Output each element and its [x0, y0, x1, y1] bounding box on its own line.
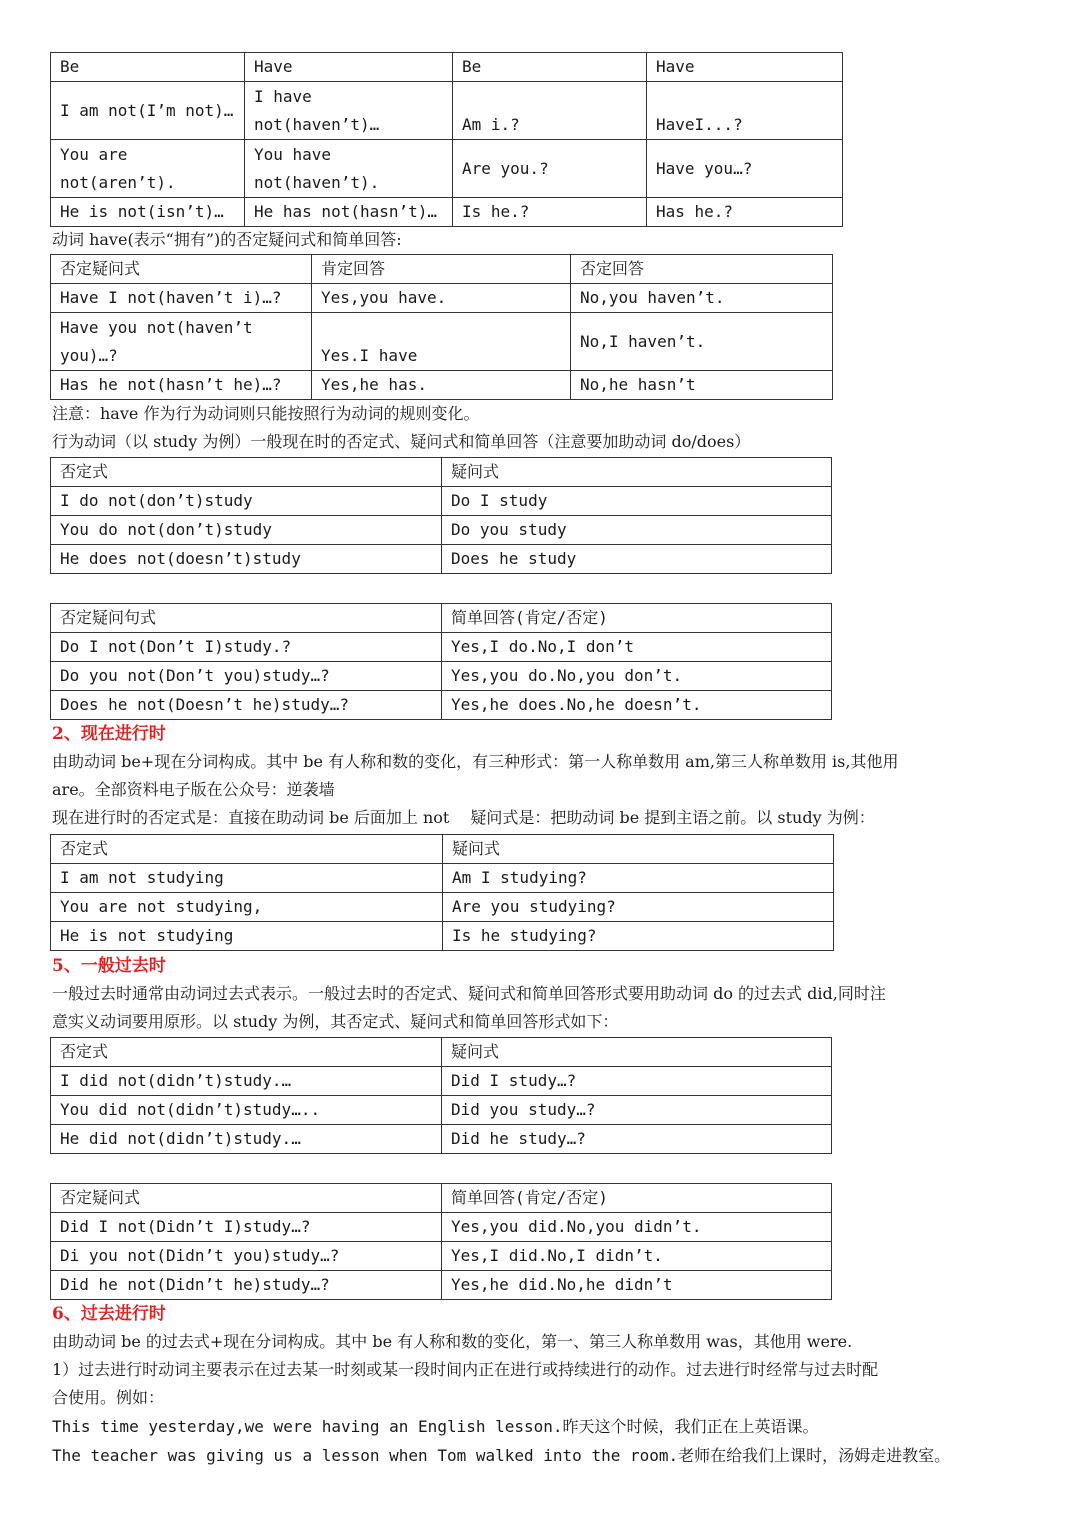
present-continuous-table: [50, 834, 834, 951]
table-row: [51, 1242, 832, 1271]
header-cell: 疑问式: [443, 835, 834, 864]
table-row: [51, 313, 833, 371]
paragraph-line: 一般过去时通常由动词过去式表示。一般过去时的否定式、疑问式和简单回答形式要用助动词 do 的过去式 did,同时注: [52, 984, 886, 1003]
table-row: [51, 545, 832, 574]
table-row: [51, 893, 834, 922]
table-row: [51, 633, 832, 662]
table-row: [51, 922, 834, 951]
table-cell: Has he.?: [647, 198, 843, 227]
table-cell: No,I haven’t.: [571, 313, 833, 371]
table-cell: Yes,you have.: [312, 284, 571, 313]
section-heading-present-continuous: 2、现在进行时: [52, 724, 166, 744]
paragraph-line: 现在进行时的否定式是：直接在助动词 be 后面加上 not 疑问式是：把助动词 be 提到主语之前。以 study 为例：: [52, 808, 875, 827]
table-cell: Yes,he did.No,he didn’t: [442, 1271, 832, 1300]
header-cell: 否定疑问句式: [51, 604, 442, 633]
table-cell: I am not studying: [51, 864, 443, 893]
table-cell: Does he study: [442, 545, 832, 574]
table-header-row: [51, 458, 832, 487]
table-row: [51, 1125, 832, 1154]
table-cell: He did not(didn’t)study.…: [51, 1125, 442, 1154]
header-cell: 否定回答: [571, 255, 833, 284]
table-cell: Has he not(hasn’t he)…?: [51, 371, 312, 400]
section-heading-past-continuous: 6、过去进行时: [52, 1304, 166, 1324]
table-cell: Did you study…?: [442, 1096, 832, 1125]
table-row: [51, 284, 833, 313]
table-header-row: [51, 1038, 832, 1067]
table-cell: Yes.I have: [312, 313, 571, 371]
table-cell: Am i.?: [453, 82, 647, 140]
have-negative-question-table: [50, 254, 833, 400]
present-simple-table: [50, 457, 832, 574]
table-row: [51, 1067, 832, 1096]
paragraph-line: 意实义动词要用原形。以 study 为例，其否定式、疑问式和简单回答形式如下：: [52, 1012, 619, 1031]
header-cell: 疑问式: [442, 1038, 832, 1067]
table-cell: Did I study…?: [442, 1067, 832, 1096]
table-cell: Yes,I do.No,I don’t: [442, 633, 832, 662]
past-simple-table: [50, 1037, 832, 1154]
table-cell: Is he studying?: [443, 922, 834, 951]
table-cell: Do I study: [442, 487, 832, 516]
table-cell: He is not studying: [51, 922, 443, 951]
table-row: [51, 1213, 832, 1242]
table-cell: I am not(I’m not)…: [51, 82, 245, 140]
table-cell: He has not(hasn’t)…: [245, 198, 453, 227]
header-cell: Be: [453, 53, 647, 82]
table-cell: Is he.?: [453, 198, 647, 227]
table-cell: You are not(aren’t).: [51, 140, 245, 198]
example-sentence: The teacher was giving us a lesson when Tom walked into the room.老师在给我们上课时，汤姆走进教室。: [52, 1446, 951, 1465]
table-cell: HaveI...?: [647, 82, 843, 140]
table-header-row: [51, 1184, 832, 1213]
table-cell: Does he not(Doesn’t he)study…?: [51, 691, 442, 720]
table-cell: I did not(didn’t)study.…: [51, 1067, 442, 1096]
table-cell: No,you haven’t.: [571, 284, 833, 313]
table-header-row: [51, 53, 843, 82]
header-cell: 简单回答(肯定/否定): [442, 1184, 832, 1213]
table-header-row: [51, 255, 833, 284]
table-row: [51, 1271, 832, 1300]
table-row: [51, 371, 833, 400]
past-simple-answer-table: [50, 1183, 832, 1300]
table-row: [51, 82, 843, 140]
table-cell: Am I studying?: [443, 864, 834, 893]
table-header-row: [51, 835, 834, 864]
have-intro-text: 动词 have(表示“拥有”)的否定疑问式和简单回答:: [52, 230, 402, 249]
table-cell: Are you studying?: [443, 893, 834, 922]
table-cell: Are you.?: [453, 140, 647, 198]
table-row: [51, 140, 843, 198]
example-sentence: This time yesterday,we were having an English lesson.昨天这个时候，我们正在上英语课。: [52, 1417, 819, 1436]
table-cell: Di you not(Didn’t you)study…?: [51, 1242, 442, 1271]
table-row: [51, 864, 834, 893]
table-cell: Yes,he does.No,he doesn’t.: [442, 691, 832, 720]
paragraph-line: 由助动词 be 的过去式+现在分词构成。其中 be 有人称和数的变化，第一、第三人称单数用 was，其他用 were.: [52, 1332, 853, 1351]
table-cell: Do I not(Don’t I)study.?: [51, 633, 442, 662]
table-cell: He does not(doesn’t)study: [51, 545, 442, 574]
paragraph-line: 合使用。例如：: [52, 1388, 165, 1407]
table-cell: Have I not(haven’t i)…?: [51, 284, 312, 313]
table-cell: Yes,I did.No,I didn’t.: [442, 1242, 832, 1271]
table-cell: Have you…?: [647, 140, 843, 198]
paragraph-line: 由助动词 be+现在分词构成。其中 be 有人称和数的变化，有三种形式：第一人称单数用 am,第三人称单数用 is,其他用: [52, 752, 899, 771]
paragraph-line: are。全部资料电子版在公众号：逆袭墙: [52, 780, 335, 799]
header-cell: Have: [245, 53, 453, 82]
header-cell: 否定式: [51, 458, 442, 487]
table-row: [51, 487, 832, 516]
be-have-negation-table: [50, 52, 843, 227]
header-cell: Be: [51, 53, 245, 82]
table-cell: You are not studying,: [51, 893, 443, 922]
section-heading-past-simple: 5、一般过去时: [52, 956, 166, 976]
paragraph-line: 1）过去进行时动词主要表示在过去某一时刻或某一段时间内正在进行或持续进行的动作。过去进行时经常与过去时配: [52, 1360, 879, 1379]
header-cell: 否定疑问式: [51, 255, 312, 284]
table-cell: Did he not(Didn’t he)study…?: [51, 1271, 442, 1300]
table-cell: Did I not(Didn’t I)study…?: [51, 1213, 442, 1242]
header-cell: 否定疑问式: [51, 1184, 442, 1213]
table-cell: No,he hasn’t: [571, 371, 833, 400]
table-row: [51, 662, 832, 691]
table-row: [51, 1096, 832, 1125]
table-cell: I have not(haven’t)…: [245, 82, 453, 140]
header-cell: 否定式: [51, 835, 443, 864]
present-simple-answer-table: [50, 603, 832, 720]
table-row: [51, 516, 832, 545]
table-cell: Do you study: [442, 516, 832, 545]
table-cell: You did not(didn’t)study…..: [51, 1096, 442, 1125]
table-header-row: [51, 604, 832, 633]
table-cell: You do not(don’t)study: [51, 516, 442, 545]
table-cell: Yes,you do.No,you don’t.: [442, 662, 832, 691]
header-cell: Have: [647, 53, 843, 82]
note-text: 注意：have 作为行为动词则只能按照行为动词的规则变化。: [52, 404, 480, 423]
header-cell: 疑问式: [442, 458, 832, 487]
table-row: [51, 691, 832, 720]
table-cell: Have you not(haven’t you)…?: [51, 313, 312, 371]
verb-study-intro-text: 行为动词（以 study 为例）一般现在时的否定式、疑问式和简单回答（注意要加助动词 do/does）: [52, 432, 751, 451]
header-cell: 否定式: [51, 1038, 442, 1067]
table-row: [51, 198, 843, 227]
header-cell: 简单回答(肯定/否定): [442, 604, 832, 633]
table-cell: Did he study…?: [442, 1125, 832, 1154]
table-cell: Yes,you did.No,you didn’t.: [442, 1213, 832, 1242]
table-cell: Yes,he has.: [312, 371, 571, 400]
table-cell: I do not(don’t)study: [51, 487, 442, 516]
table-cell: He is not(isn’t)…: [51, 198, 245, 227]
table-cell: Do you not(Don’t you)study…?: [51, 662, 442, 691]
header-cell: 肯定回答: [312, 255, 571, 284]
table-cell: You have not(haven’t).: [245, 140, 453, 198]
